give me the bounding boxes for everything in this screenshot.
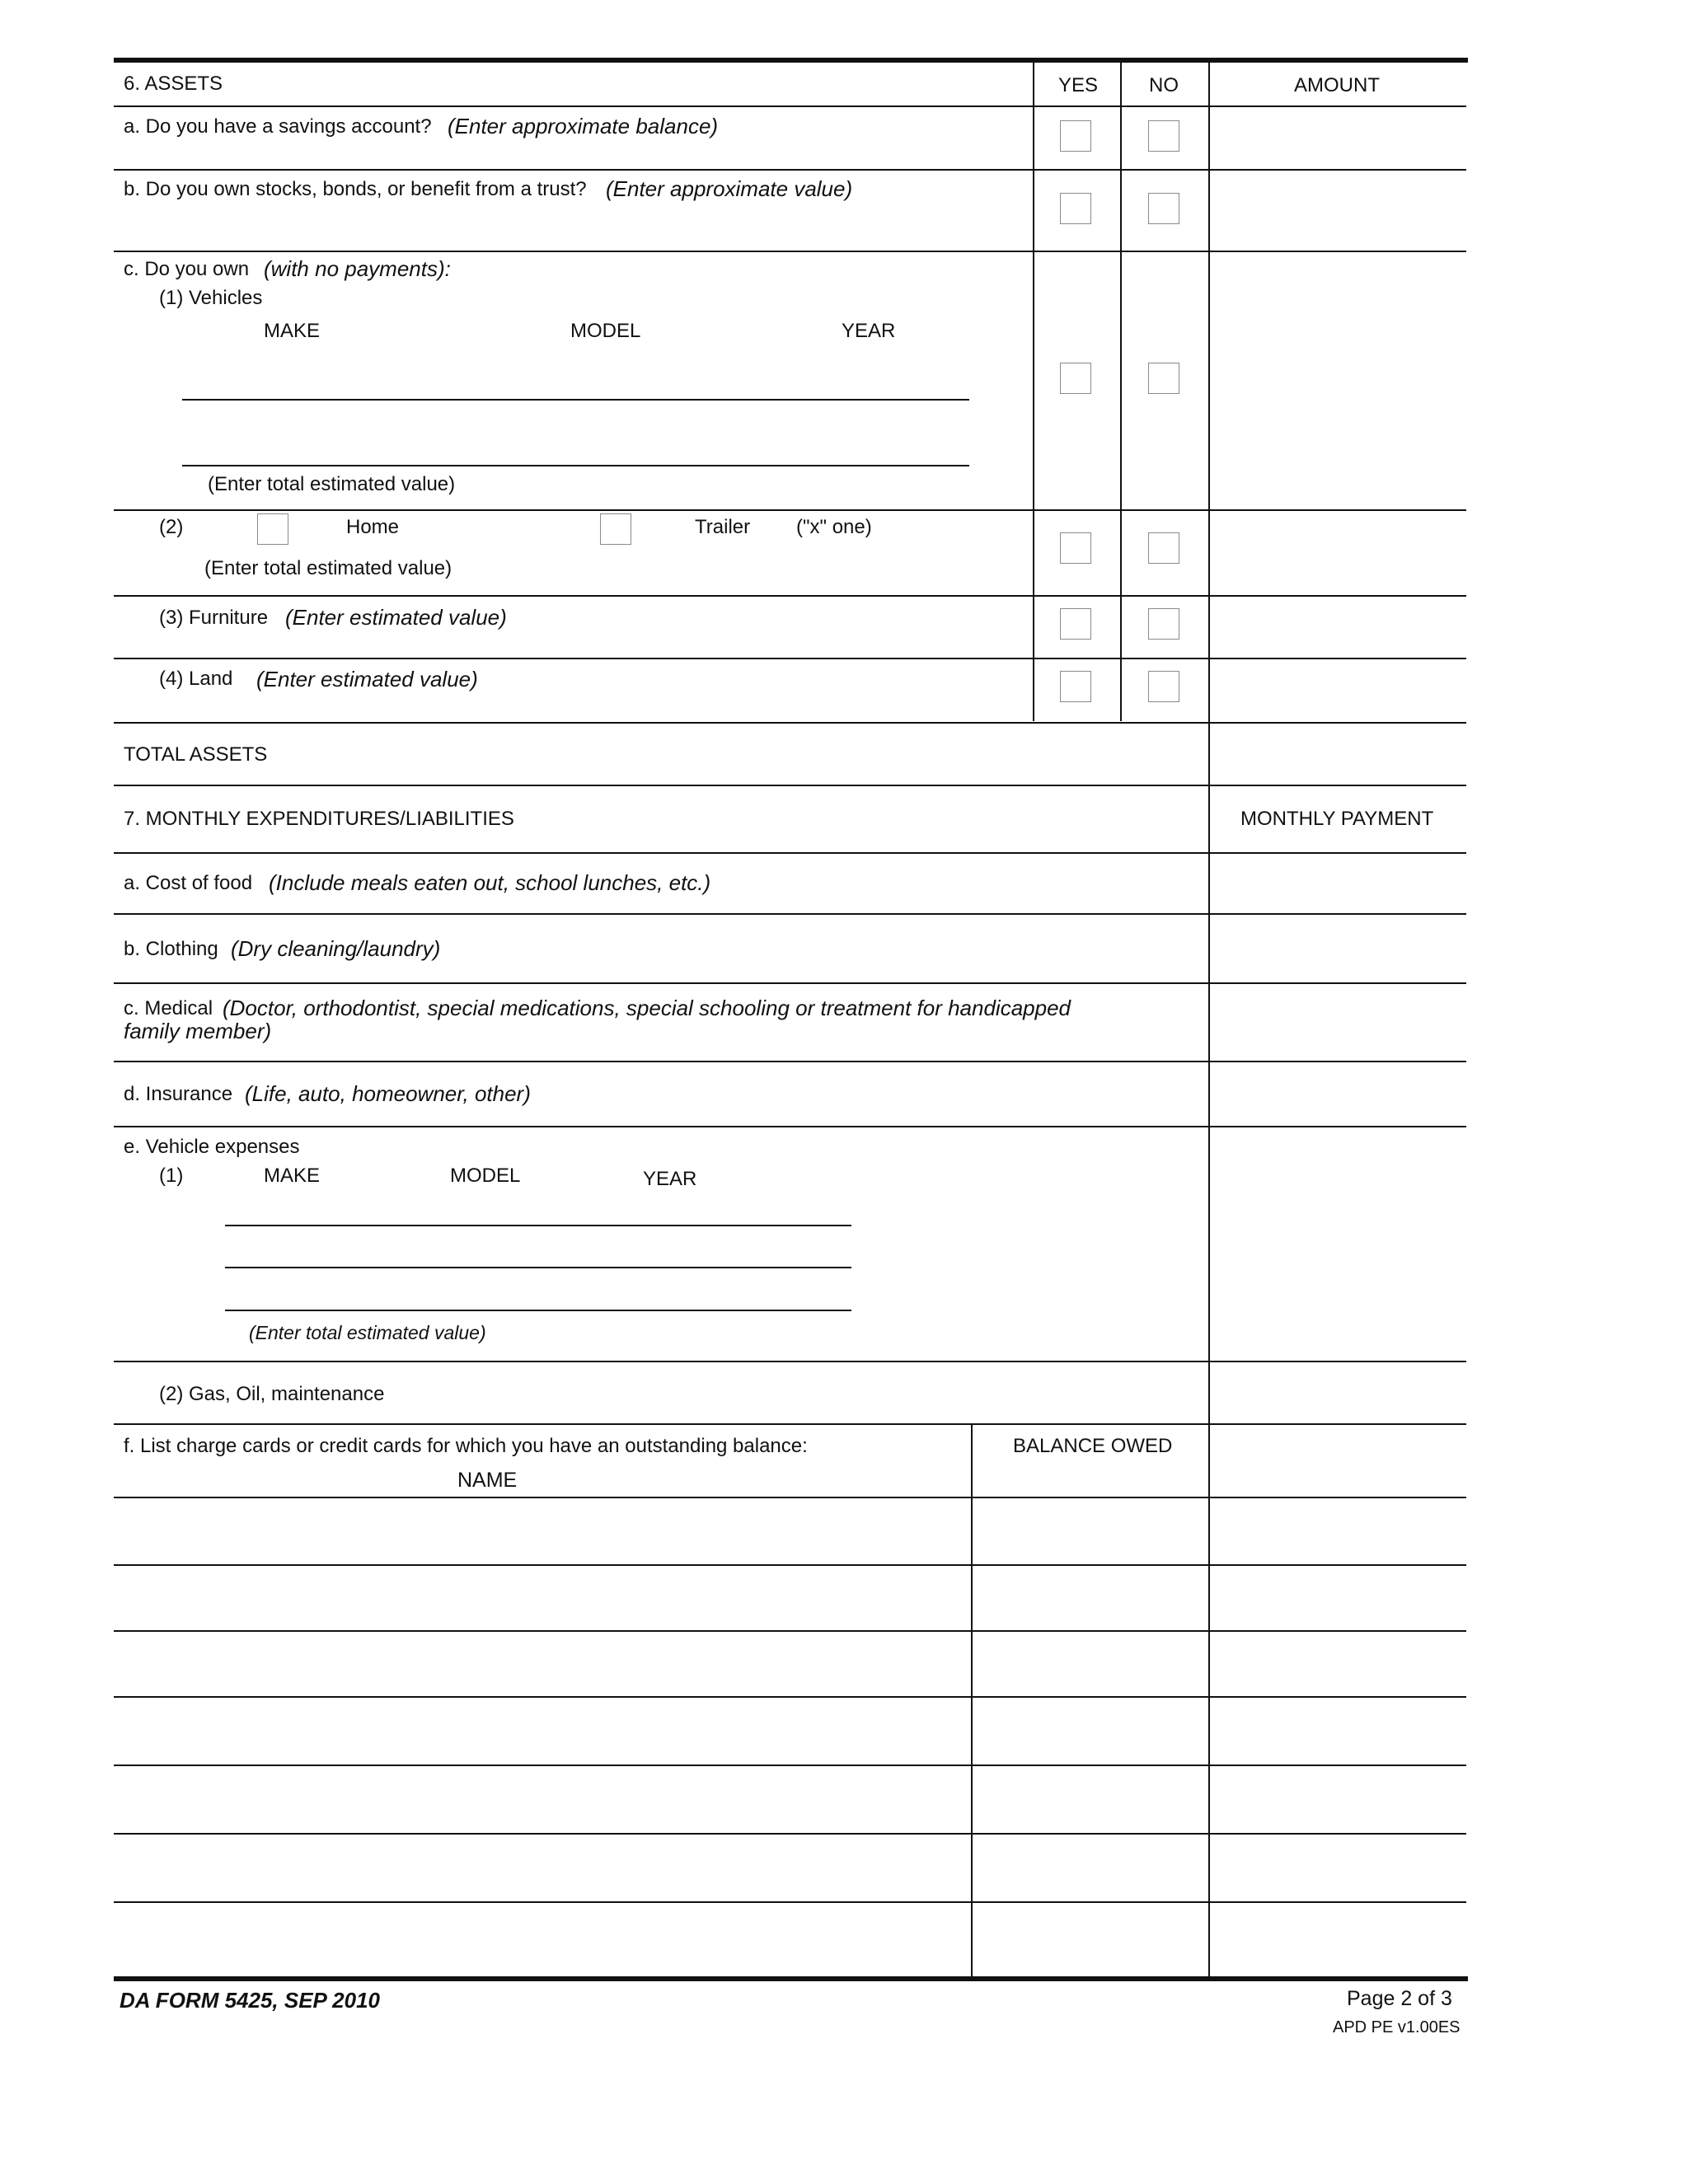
amount-column-header: AMOUNT xyxy=(1294,74,1380,96)
food-hint: (Include meals eaten out, school lunches, etc.) xyxy=(269,870,711,895)
own-hint: (with no payments): xyxy=(264,256,451,281)
form-identifier: DA FORM 5425, SEP 2010 xyxy=(120,1988,380,2013)
savings-yes-checkbox[interactable] xyxy=(1060,120,1091,152)
land-hint: (Enter estimated value) xyxy=(256,667,478,691)
card-name-field[interactable] xyxy=(115,1699,969,1763)
vehicle-expense-line[interactable] xyxy=(225,1225,851,1226)
rule xyxy=(114,1630,1466,1632)
assets-section-title: 6. ASSETS xyxy=(124,73,223,95)
insurance-hint: (Life, auto, homeowner, other) xyxy=(245,1081,531,1106)
page-number: Page 2 of 3 xyxy=(1347,1987,1452,2010)
no-column-header: NO xyxy=(1149,74,1179,96)
rule xyxy=(114,1361,1466,1362)
rule xyxy=(114,1765,1466,1766)
clothing-payment-field[interactable] xyxy=(1212,916,1465,981)
medical-hint-cont: family member) xyxy=(124,1019,272,1043)
make-label: MAKE xyxy=(264,320,321,342)
rule xyxy=(114,982,1466,984)
charge-cards-label: f. List charge cards or credit cards for which you have an outstanding balance: xyxy=(124,1435,808,1457)
medical-payment-field[interactable] xyxy=(1212,985,1465,1059)
furniture-no-checkbox[interactable] xyxy=(1148,608,1179,640)
land-label: (4) Land xyxy=(159,668,233,690)
year-label: YEAR xyxy=(842,320,896,342)
rule xyxy=(114,913,1466,915)
furniture-amount-field[interactable] xyxy=(1212,598,1465,656)
card-balance-field[interactable] xyxy=(974,1835,1207,1900)
yes-col-divider xyxy=(1033,60,1034,721)
vehicle-expense-number: (1) xyxy=(159,1165,184,1187)
monthly-payment-header: MONTHLY PAYMENT xyxy=(1240,808,1434,830)
furniture-yes-checkbox[interactable] xyxy=(1060,608,1091,640)
vehicle-expense-line[interactable] xyxy=(225,1310,851,1311)
rule xyxy=(114,1497,1466,1498)
insurance-payment-field[interactable] xyxy=(1212,1063,1465,1124)
amount-col-divider xyxy=(1208,60,1210,1977)
card-balance-field[interactable] xyxy=(974,1633,1207,1694)
rule xyxy=(114,169,1466,171)
vehicle-expense-line[interactable] xyxy=(225,1267,851,1268)
total-assets-label: TOTAL ASSETS xyxy=(124,743,268,766)
food-payment-field[interactable] xyxy=(1212,855,1465,912)
balance-owed-header: BALANCE OWED xyxy=(1013,1435,1173,1457)
savings-question: a. Do you have a savings account? xyxy=(124,115,432,138)
card-balance-field[interactable] xyxy=(974,1567,1207,1629)
card-name-field[interactable] xyxy=(115,1904,969,1975)
card-payment-field[interactable] xyxy=(1212,1767,1465,1831)
rule xyxy=(114,509,1466,511)
card-payment-field[interactable] xyxy=(1212,1699,1465,1763)
food-label: a. Cost of food xyxy=(124,872,253,894)
medical-hint: (Doctor, orthodontist, special medications, special schooling or treatment for handicapped xyxy=(223,996,1071,1020)
insurance-label: d. Insurance xyxy=(124,1083,233,1105)
savings-no-checkbox[interactable] xyxy=(1148,120,1179,152)
furniture-hint: (Enter estimated value) xyxy=(285,605,507,630)
card-balance-field[interactable] xyxy=(974,1904,1207,1975)
vehicle-expense-payment-field[interactable] xyxy=(1212,1128,1465,1359)
vehicles-yes-checkbox[interactable] xyxy=(1060,363,1091,394)
trailer-label: Trailer xyxy=(695,516,751,538)
item2-number: (2) xyxy=(159,516,184,538)
home-label: Home xyxy=(346,516,400,538)
vehicle-expense-make-label: MAKE xyxy=(264,1165,321,1187)
medical-label: c. Medical xyxy=(124,997,213,1019)
land-yes-checkbox[interactable] xyxy=(1060,671,1091,702)
vehicle-expense-total-label: (Enter total estimated value) xyxy=(249,1322,486,1343)
rule xyxy=(114,1696,1466,1698)
balance-col-divider xyxy=(971,1423,973,1977)
card-balance-field[interactable] xyxy=(974,1699,1207,1763)
bottom-border xyxy=(114,1976,1468,1981)
card-name-field[interactable] xyxy=(115,1499,969,1563)
clothing-label: b. Clothing xyxy=(124,938,218,960)
vehicle-expenses-label: e. Vehicle expenses xyxy=(124,1136,300,1158)
vehicles-no-checkbox[interactable] xyxy=(1148,363,1179,394)
vehicle-line[interactable] xyxy=(182,465,969,466)
vehicles-amount-field[interactable] xyxy=(1212,253,1465,508)
rule xyxy=(114,785,1466,786)
trailer-checkbox[interactable] xyxy=(600,513,631,545)
total-assets-field[interactable] xyxy=(1212,724,1465,783)
form-version: APD PE v1.00ES xyxy=(1333,2018,1461,2036)
land-no-checkbox[interactable] xyxy=(1148,671,1179,702)
home-checkbox[interactable] xyxy=(257,513,288,545)
card-name-field[interactable] xyxy=(115,1633,969,1694)
rule xyxy=(114,1126,1466,1127)
card-balance-field[interactable] xyxy=(974,1767,1207,1831)
card-payment-field[interactable] xyxy=(1212,1904,1465,1975)
card-balance-field[interactable] xyxy=(974,1499,1207,1563)
card-payment-field[interactable] xyxy=(1212,1835,1465,1900)
item2-total-label: (Enter total estimated value) xyxy=(204,557,452,579)
card-name-field[interactable] xyxy=(115,1835,969,1900)
vehicles-label: (1) Vehicles xyxy=(159,287,263,309)
home-amount-field[interactable] xyxy=(1212,512,1465,593)
savings-hint: (Enter approximate balance) xyxy=(448,114,719,138)
card-name-field[interactable] xyxy=(115,1567,969,1629)
stocks-no-checkbox[interactable] xyxy=(1148,193,1179,224)
rule xyxy=(114,658,1466,659)
gas-oil-payment-field[interactable] xyxy=(1212,1363,1465,1422)
name-column-header: NAME xyxy=(457,1469,518,1492)
x-one-label: ("x" one) xyxy=(796,516,872,538)
rule xyxy=(114,852,1466,854)
rule xyxy=(114,1061,1466,1062)
card-name-field[interactable] xyxy=(115,1767,969,1831)
stocks-question: b. Do you own stocks, bonds, or benefit from a trust? xyxy=(124,178,587,200)
no-col-divider xyxy=(1120,60,1122,721)
gas-oil-label: (2) Gas, Oil, maintenance xyxy=(159,1383,385,1405)
rule xyxy=(114,1833,1466,1835)
expenditures-section-title: 7. MONTHLY EXPENDITURES/LIABILITIES xyxy=(124,808,514,830)
vehicle-expense-year-label: YEAR xyxy=(643,1168,697,1190)
stocks-yes-checkbox[interactable] xyxy=(1060,193,1091,224)
own-question: c. Do you own xyxy=(124,258,250,280)
rule xyxy=(114,1564,1466,1566)
vehicle-line[interactable] xyxy=(182,399,969,401)
vehicles-total-label: (Enter total estimated value) xyxy=(208,473,456,495)
card-payment-field[interactable] xyxy=(1212,1499,1465,1563)
clothing-hint: (Dry cleaning/laundry) xyxy=(231,936,441,961)
home-yes-checkbox[interactable] xyxy=(1060,532,1091,564)
card-payment-field[interactable] xyxy=(1212,1567,1465,1629)
rule xyxy=(114,251,1466,252)
yes-column-header: YES xyxy=(1058,74,1099,96)
rule xyxy=(114,1423,1466,1425)
rule xyxy=(114,722,1466,724)
model-label: MODEL xyxy=(570,320,641,342)
home-no-checkbox[interactable] xyxy=(1148,532,1179,564)
vehicle-expense-model-label: MODEL xyxy=(450,1165,521,1187)
rule xyxy=(114,1901,1466,1903)
savings-amount-field[interactable] xyxy=(1212,108,1465,167)
top-border xyxy=(114,58,1468,63)
stocks-amount-field[interactable] xyxy=(1212,171,1465,249)
stocks-hint: (Enter approximate value) xyxy=(606,176,853,201)
card-payment-field[interactable] xyxy=(1212,1633,1465,1694)
furniture-label: (3) Furniture xyxy=(159,607,269,629)
rule xyxy=(114,595,1466,597)
rule xyxy=(114,105,1466,107)
land-amount-field[interactable] xyxy=(1212,660,1465,720)
